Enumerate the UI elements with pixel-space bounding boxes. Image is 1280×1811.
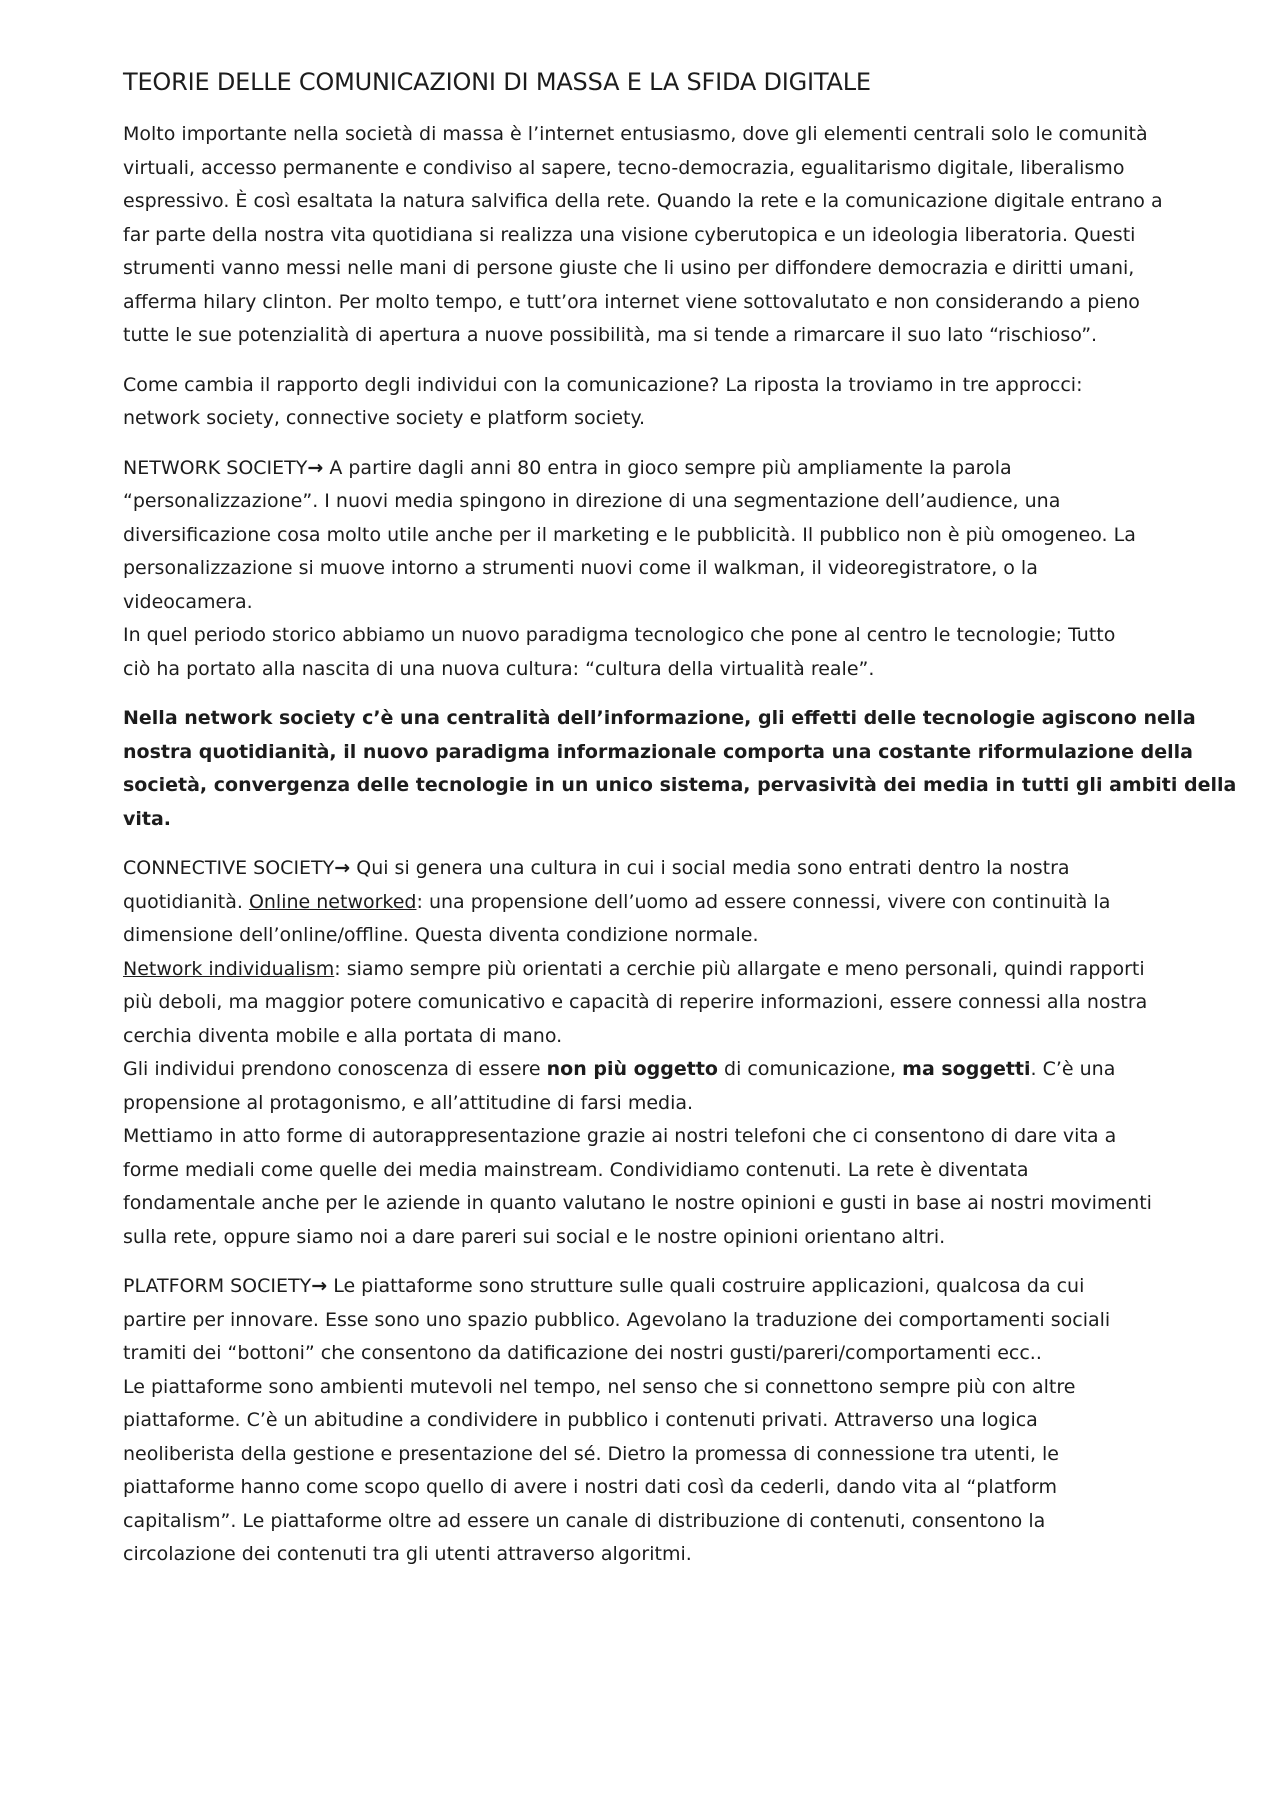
text-line: tutte le sue potenzialità di apertura a nuove possibilità, ma si tende a rimarcare il suo lato “rischioso”.	[123, 324, 1098, 346]
text-line	[123, 953, 1163, 987]
text-line: tramiti dei “bottoni” che consentono da datificazione dei nostri gusti/pareri/comportamenti ecc..	[123, 1342, 1042, 1364]
text-line: far parte della nostra vita quotidiana si realizza una visione cyberutopica e un ideologia liberatoria. Questi	[123, 223, 1136, 246]
text-run: : una propensione dell’uomo ad essere connessi, vivere con continuità la	[416, 890, 1111, 913]
text-line: videocamera.	[123, 590, 253, 613]
text-line: nostra quotidianità, il nuovo paradigma informazionale comporta una costante riformulazione della	[123, 740, 1193, 763]
text-line: “personalizzazione”. I nuovi media spingono in direzione di una segmentazione dell’audience, una	[123, 490, 1061, 512]
arrow-right-icon: →	[307, 456, 324, 479]
text-line: vita.	[123, 807, 172, 830]
arrow-right-icon: →	[334, 857, 351, 879]
bold-term: non più oggetto	[546, 1058, 718, 1080]
network-society-paragraph	[123, 452, 1163, 687]
text-line: neoliberista della gestione e presentazione del sé. Dietro la promessa di connessione tra utenti, le	[123, 1442, 1059, 1465]
text-line	[123, 1270, 1163, 1304]
text-line: Molto importante nella società di massa è l’internet entusiasmo, dove gli elementi centrali solo le comunità	[123, 123, 1148, 145]
arrow-right-icon: →	[311, 1275, 328, 1297]
text-line: cerchia diventa mobile e alla portata di mano.	[123, 1024, 563, 1047]
text-line: dimensione dell’online/offline. Questa diventa condizione normale.	[123, 924, 759, 946]
text-run: Le piattaforme sono strutture sulle quali costruire applicazioni, qualcosa da cui	[327, 1275, 1085, 1297]
text-line: fondamentale anche per le aziende in quanto valutano le nostre opinioni e gusti in base ai nostri movimenti	[123, 1192, 1152, 1214]
text-run: Gli individui prendono conoscenza di essere	[123, 1058, 547, 1080]
text-line: Le piattaforme sono ambienti mutevoli nel tempo, nel senso che si connettono sempre più con altre	[123, 1375, 1076, 1398]
text-line: Mettiamo in atto forme di autorappresentazione grazie ai nostri telefoni che ci consentono di dare vita a	[123, 1125, 1117, 1147]
text-line	[123, 886, 1163, 920]
text-line: strumenti vanno messi nelle mani di persone giuste che li usino per diffondere democrazia e diritti umani,	[123, 257, 1135, 279]
text-line: diversificazione cosa molto utile anche per il marketing e le pubblicità. Il pubblico non è più omogeneo. La	[123, 523, 1136, 546]
text-line: In quel periodo storico abbiamo un nuovo paradigma tecnologico che pone al centro le tecnologie; Tutto	[123, 624, 1116, 646]
text-line: capitalism”. Le piattaforme oltre ad essere un canale di distribuzione di contenuti, consentono la	[123, 1509, 1046, 1532]
text-run: Qui si genera una cultura in cui i social media sono entrati dentro la nostra	[350, 857, 1070, 879]
text-line	[123, 852, 1163, 886]
text-line: società, convergenza delle tecnologie in un unico sistema, pervasività dei media in tutti gli ambiti della	[123, 774, 1237, 796]
underlined-term: Network individualism	[123, 957, 335, 980]
network-society-summary	[123, 702, 1237, 836]
connective-society-heading: CONNECTIVE SOCIETY	[123, 857, 335, 879]
text-line: piattaforme. C’è un abitudine a condividere in pubblico i contenuti privati. Attraverso una logica	[123, 1409, 1038, 1431]
text-line: network society, connective society e platform society.	[123, 407, 646, 429]
text-line: piattaforme hanno come scopo quello di avere i nostri dati così da cederli, dando vita al “platform	[123, 1476, 1058, 1498]
text-line: propensione al protagonismo, e all’attitudine di farsi media.	[123, 1091, 694, 1114]
text-run: : siamo sempre più orientati a cerchie più allargate e meno personali, quindi rapporti	[334, 957, 1145, 980]
text-line: ciò ha portato alla nascita di una nuova cultura: “cultura della virtualità reale”.	[123, 657, 875, 680]
text-line	[123, 452, 1163, 486]
intro-paragraph	[123, 118, 1163, 353]
text-line: virtuali, accesso permanente e condiviso al sapere, tecno-democrazia, egualitarismo digitale, liberalismo	[123, 156, 1125, 179]
text-line: Nella network society c’è una centralità dell’informazione, gli effetti delle tecnologie agiscono nella	[123, 707, 1196, 729]
text-line	[123, 1053, 1163, 1087]
text-line: più deboli, ma maggior potere comunicativo e capacità di reperire informazioni, essere connessi alla nostra	[123, 991, 1148, 1013]
network-society-heading: NETWORK SOCIETY	[123, 456, 308, 479]
text-run: A partire dagli anni 80 entra in gioco sempre più ampliamente la parola	[323, 456, 1012, 479]
underlined-term: Online networked	[248, 890, 417, 913]
platform-society-paragraph	[123, 1270, 1163, 1572]
text-run: . C’è una	[1030, 1058, 1116, 1080]
text-run: di comunicazione,	[718, 1058, 903, 1080]
connective-society-paragraph	[123, 852, 1163, 1254]
bold-term: ma soggetti	[902, 1058, 1031, 1080]
platform-society-heading: PLATFORM SOCIETY	[123, 1275, 312, 1297]
text-run: quotidianità.	[123, 890, 249, 913]
text-line: circolazione dei contenuti tra gli utenti attraverso algoritmi.	[123, 1543, 692, 1565]
text-line: sulla rete, oppure siamo noi a dare pareri sui social e le nostre opinioni orientano altri.	[123, 1225, 946, 1248]
document-page	[123, 62, 1237, 1588]
text-line: partire per innovare. Esse sono uno spazio pubblico. Agevolano la traduzione dei comportamenti sociali	[123, 1308, 1111, 1331]
text-line: personalizzazione si muove intorno a strumenti nuovi come il walkman, il videoregistratore, o la	[123, 557, 1038, 579]
text-line: espressivo. È così esaltata la natura salvifica della rete. Quando la rete e la comunicazione digitale entrano a	[123, 190, 1163, 212]
text-line: Come cambia il rapporto degli individui con la comunicazione? La riposta la troviamo in tre approcci:	[123, 373, 1083, 396]
text-line: afferma hilary clinton. Per molto tempo, e tutt’ora internet viene sottovalutato e non considerando a pieno	[123, 290, 1140, 313]
document-title: TEORIE DELLE COMUNICAZIONI DI MASSA E LA SFIDA DIGITALE	[123, 68, 871, 96]
text-line: forme mediali come quelle dei media mainstream. Condividiamo contenuti. La rete è diventata	[123, 1158, 1029, 1181]
question-paragraph	[123, 369, 1163, 436]
